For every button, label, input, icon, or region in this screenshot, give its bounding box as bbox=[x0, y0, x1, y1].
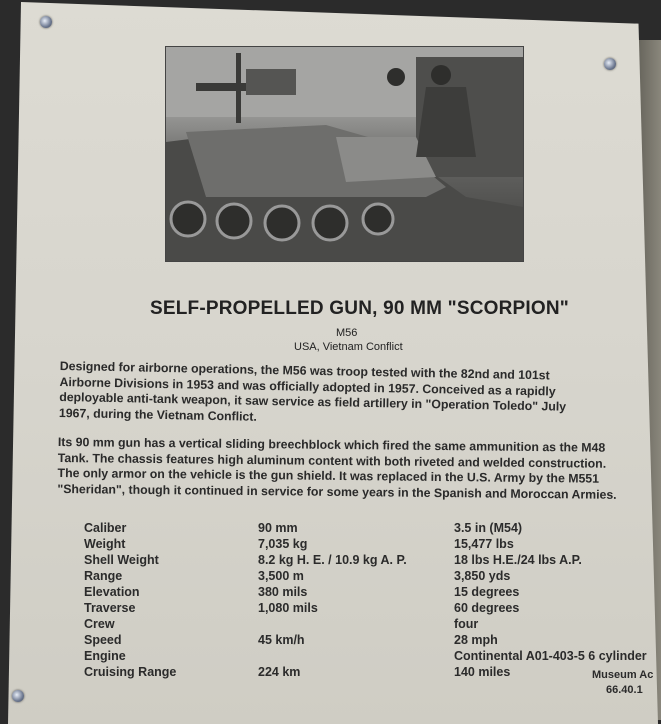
spec-imperial: Continental A01-403-5 6 cylinder bbox=[454, 649, 647, 663]
spec-metric: 1,080 mils bbox=[258, 601, 318, 615]
plaque-title: SELF-PROPELLED GUN, 90 MM "SCORPION" bbox=[150, 298, 569, 319]
spec-metric: 45 km/h bbox=[258, 633, 305, 647]
spec-row bbox=[84, 601, 661, 617]
spec-label: Elevation bbox=[84, 585, 140, 599]
spec-label: Shell Weight bbox=[84, 553, 159, 567]
spec-imperial: 3.5 in (M54) bbox=[454, 521, 523, 535]
spec-metric: 380 mils bbox=[258, 585, 308, 599]
museum-accession-line-2: 66.40.1 bbox=[606, 684, 643, 696]
spec-metric: 7,035 kg bbox=[258, 537, 308, 551]
spec-row bbox=[84, 569, 661, 585]
spec-row bbox=[84, 553, 661, 569]
spec-row bbox=[84, 633, 661, 649]
spec-metric: 3,500 m bbox=[258, 569, 304, 583]
spec-imperial: 15 degrees bbox=[454, 585, 520, 599]
museum-accession-line-1: Museum Ac bbox=[592, 669, 654, 681]
tank-photo bbox=[165, 46, 524, 262]
spec-row bbox=[84, 617, 661, 633]
spec-metric: 90 mm bbox=[258, 521, 298, 535]
spec-label: Range bbox=[84, 569, 123, 583]
description-paragraph-2: Its 90 mm gun has a vertical sliding breechblock which fired the same ammunition as the M48 Tank. The chassis features high aluminum content with both riveted and welded construction. The only armor on the vehicle is the gun shield. It was replaced in the U.S. Army by the M551 "Sheridan", though it continued in service for some years in the Spanish and Moroccan Armies. bbox=[57, 435, 617, 502]
origin-line: USA, Vietnam Conflict bbox=[294, 341, 403, 353]
spec-imperial: 3,850 yds bbox=[454, 569, 511, 583]
spec-row bbox=[84, 537, 661, 553]
description-paragraph-1: Designed for airborne operations, the M56 was troop tested with the 82nd and 101st Airborne Divisions in 1953 and was officially adopted in 1957. Conceived as a rapidly deployable anti-tank weapon, it saw service as field artillery in "Operation Toledo" July 1967, during the Vietnam Conflict. bbox=[58, 359, 567, 424]
spec-row bbox=[84, 649, 661, 665]
spec-imperial: 28 mph bbox=[454, 633, 498, 647]
model-designation: M56 bbox=[336, 327, 358, 339]
spec-label: Speed bbox=[84, 633, 122, 647]
spec-imperial: 60 degrees bbox=[454, 601, 520, 615]
spec-row bbox=[84, 585, 661, 601]
spec-imperial: 18 lbs H.E./24 lbs A.P. bbox=[454, 553, 582, 567]
spec-label: Cruising Range bbox=[84, 665, 177, 679]
screw-bottom-left bbox=[12, 690, 24, 702]
spec-label: Caliber bbox=[84, 521, 127, 535]
specifications-table bbox=[84, 521, 661, 681]
spec-row bbox=[84, 665, 661, 681]
tank-illustration bbox=[166, 47, 523, 261]
screw-top-left bbox=[40, 16, 52, 28]
spec-imperial: 15,477 lbs bbox=[454, 537, 514, 551]
spec-metric: 224 km bbox=[258, 665, 301, 679]
screw-top-right bbox=[604, 58, 616, 70]
spec-label: Engine bbox=[84, 649, 126, 663]
spec-label: Weight bbox=[84, 537, 126, 551]
spec-metric: 8.2 kg H. E. / 10.9 kg A. P. bbox=[258, 553, 407, 567]
museum-accession bbox=[592, 668, 653, 698]
spec-imperial: four bbox=[454, 617, 479, 631]
spec-row bbox=[84, 521, 661, 537]
spec-label: Crew bbox=[84, 617, 115, 631]
spec-label: Traverse bbox=[84, 601, 136, 615]
spec-imperial: 140 miles bbox=[454, 665, 511, 679]
